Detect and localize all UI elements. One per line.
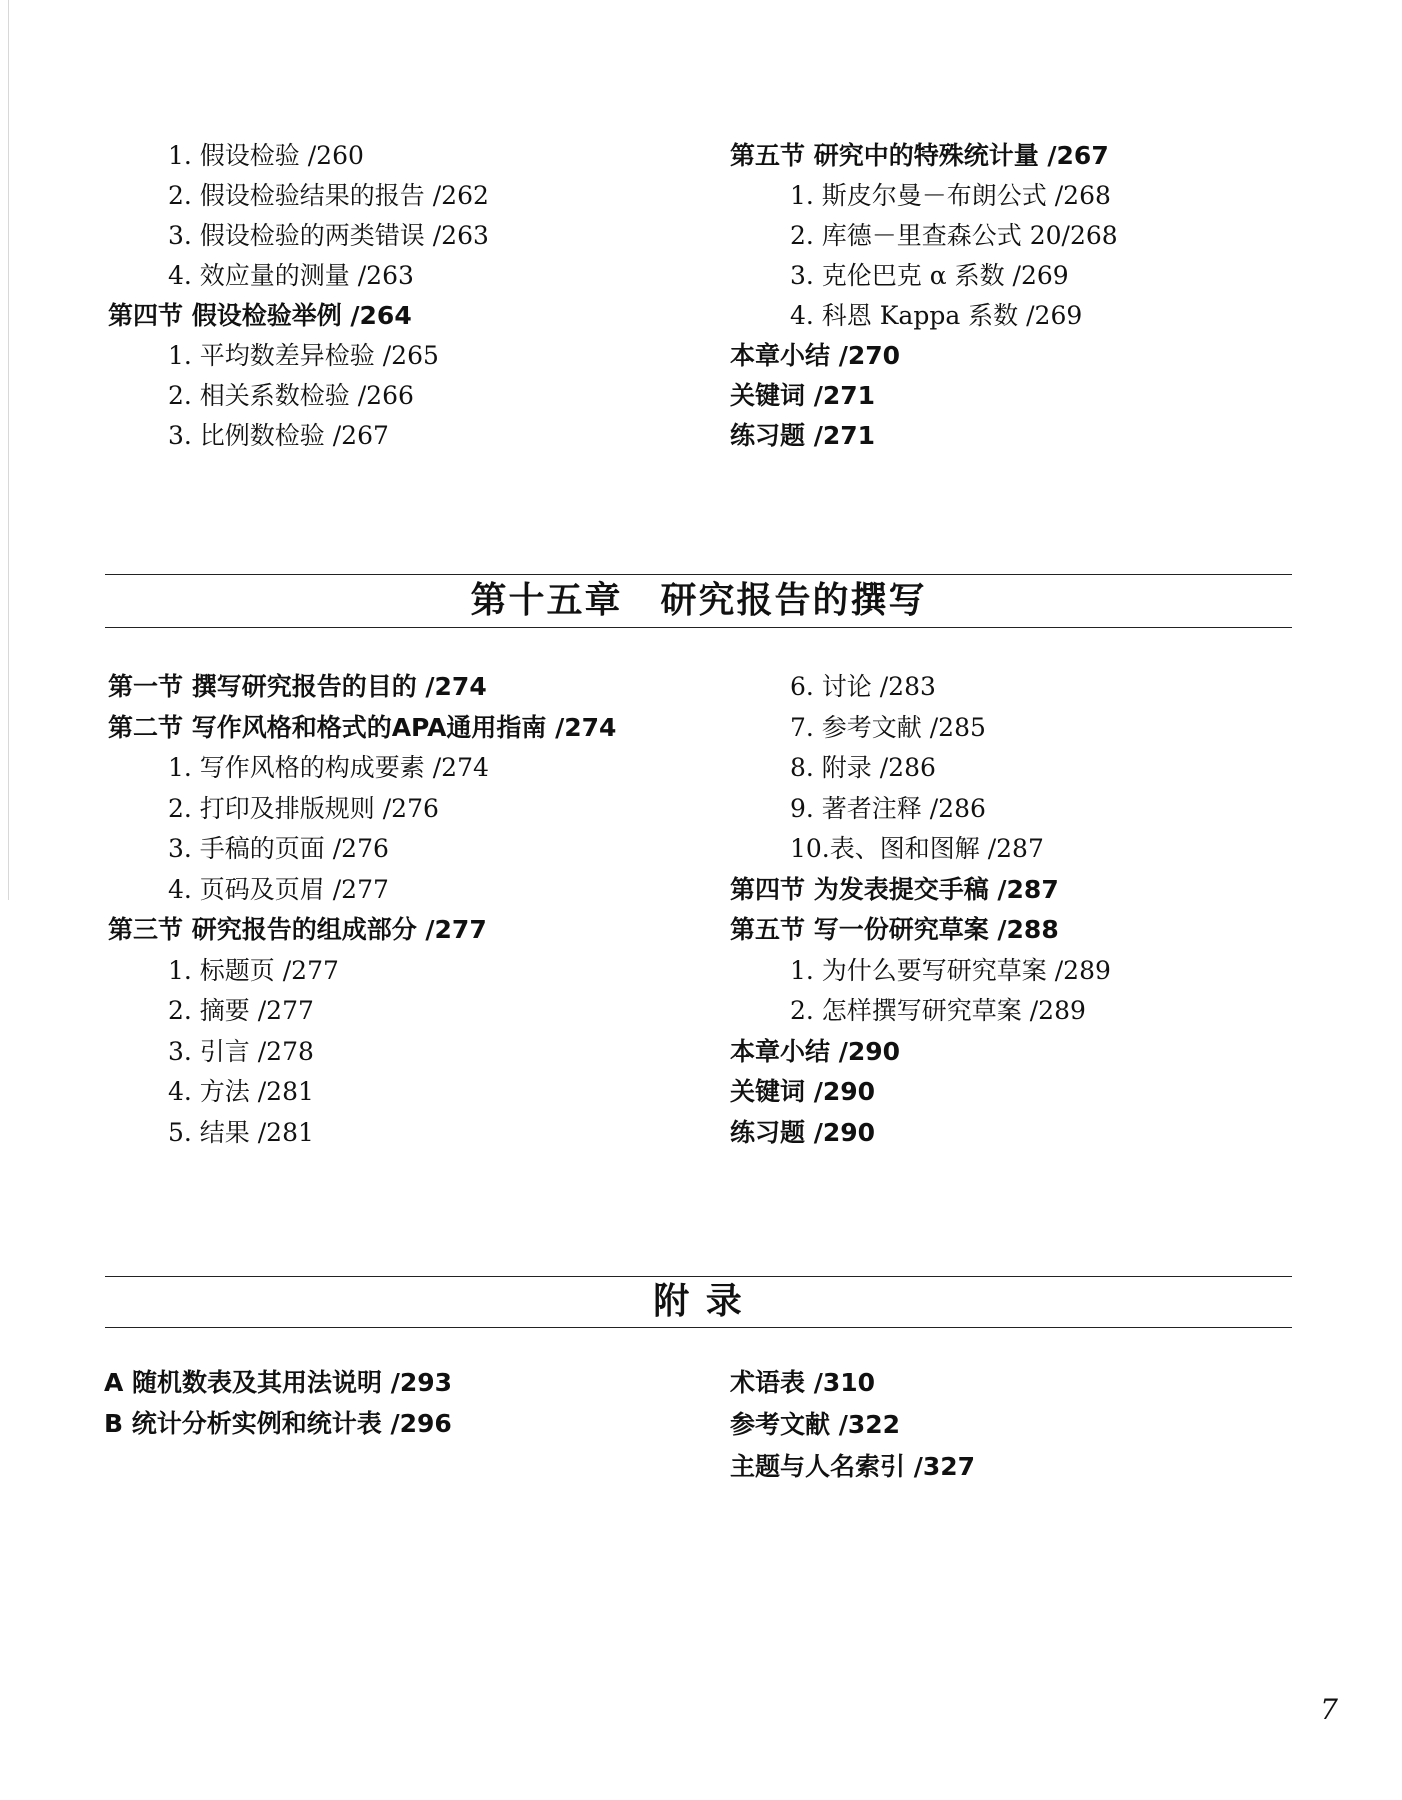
ch15-item-entry: 4. 页码及页眉 /277 [168, 874, 389, 904]
chapter-15-heading [105, 574, 1292, 628]
ch15-item-entry: 1. 写作风格的构成要素 /274 [168, 753, 489, 782]
ch15-item-entry: 9. 著者注释 /286 [790, 793, 986, 823]
upper-item-entry: 3. 比例数检验 /267 [168, 421, 389, 450]
upper-item-entry: 3. 假设检验的两类错误 /263 [168, 221, 489, 250]
ch15-item-entry: 1. 为什么要写研究草案 /289 [790, 955, 1111, 985]
ch15-item-entry: 1. 标题页 /277 [168, 955, 339, 985]
toc-upper-right-column [730, 136, 1118, 456]
ch15-item-entry: 10.表、图和图解 /287 [790, 834, 1044, 863]
ch15-item-entry: 5. 结果 /281 [168, 1117, 314, 1147]
upper-item-entry: 3. 克伦巴克 α 系数 /269 [790, 261, 1069, 290]
ch15-section-entry: 第一节 撰写研究报告的目的 /274 [108, 672, 487, 701]
upper-section-entry: 本章小结 /270 [730, 341, 901, 370]
page-number: 7 [1320, 1693, 1338, 1726]
appendix-section-entry: 主题与人名索引 /327 [730, 1452, 976, 1481]
upper-item-entry: 2. 相关系数检验 /266 [168, 381, 414, 410]
upper-item-entry: 1. 假设检验 /260 [168, 141, 364, 170]
toc-appendix-left-column [104, 1362, 452, 1444]
appendix-section-entry: 术语表 /310 [730, 1368, 876, 1397]
appendix-heading [105, 1276, 1292, 1328]
upper-item-entry: 4. 效应量的测量 /263 [168, 261, 414, 290]
upper-item-entry: 4. 科恩 Kappa 系数 /269 [790, 301, 1083, 330]
upper-item-entry: 2. 库德－里查森公式 20/268 [790, 221, 1118, 250]
toc-chapter15-right-column [730, 667, 1111, 1153]
upper-section-entry: 练习题 /271 [730, 421, 876, 450]
ch15-item-entry: 7. 参考文献 /285 [790, 712, 986, 742]
toc-upper-left-column [108, 136, 489, 456]
upper-section-entry: 关键词 /271 [730, 381, 876, 410]
ch15-section-entry: 练习题 /290 [730, 1117, 876, 1147]
upper-item-entry: 1. 平均数差异检验 /265 [168, 341, 439, 370]
ch15-item-entry: 3. 手稿的页面 /276 [168, 834, 389, 863]
appendix-section-entry: A 随机数表及其用法说明 /293 [104, 1368, 453, 1397]
upper-section-entry: 第四节 假设检验举例 /264 [108, 301, 412, 330]
ch15-item-entry: 8. 附录 /286 [790, 753, 936, 782]
ch15-section-entry: 第五节 写一份研究草案 /288 [730, 915, 1059, 944]
appendix-title: 附 录 [653, 1281, 744, 1322]
ch15-section-entry: 本章小结 /290 [730, 1036, 901, 1066]
upper-item-entry: 1. 斯皮尔曼－布朗公式 /268 [790, 181, 1111, 210]
upper-section-entry: 第五节 研究中的特殊统计量 /267 [730, 141, 1109, 170]
appendix-section-entry: B 统计分析实例和统计表 /296 [104, 1409, 452, 1438]
appendix-section-entry: 参考文献 /322 [730, 1410, 901, 1439]
toc-chapter15-left-column [108, 667, 616, 1153]
ch15-item-entry: 2. 怎样撰写研究草案 /289 [790, 996, 1086, 1025]
ch15-section-entry: 第三节 研究报告的组成部分 /277 [108, 915, 487, 944]
ch15-item-entry: 2. 摘要 /277 [168, 996, 314, 1025]
ch15-item-entry: 6. 讨论 /283 [790, 672, 936, 701]
ch15-item-entry: 4. 方法 /281 [168, 1077, 314, 1106]
scan-edge-line [8, 0, 9, 900]
toc-appendix-right-column [730, 1362, 975, 1488]
ch15-item-entry: 3. 引言 /278 [168, 1036, 314, 1066]
chapter-15-title: 第十五章 研究报告的撰写 [470, 580, 927, 621]
ch15-section-entry: 关键词 /290 [730, 1077, 876, 1106]
ch15-section-entry: 第四节 为发表提交手稿 /287 [730, 874, 1059, 904]
ch15-item-entry: 2. 打印及排版规则 /276 [168, 793, 439, 823]
upper-item-entry: 2. 假设检验结果的报告 /262 [168, 181, 489, 210]
ch15-section-entry: 第二节 写作风格和格式的APA通用指南 /274 [108, 712, 617, 742]
